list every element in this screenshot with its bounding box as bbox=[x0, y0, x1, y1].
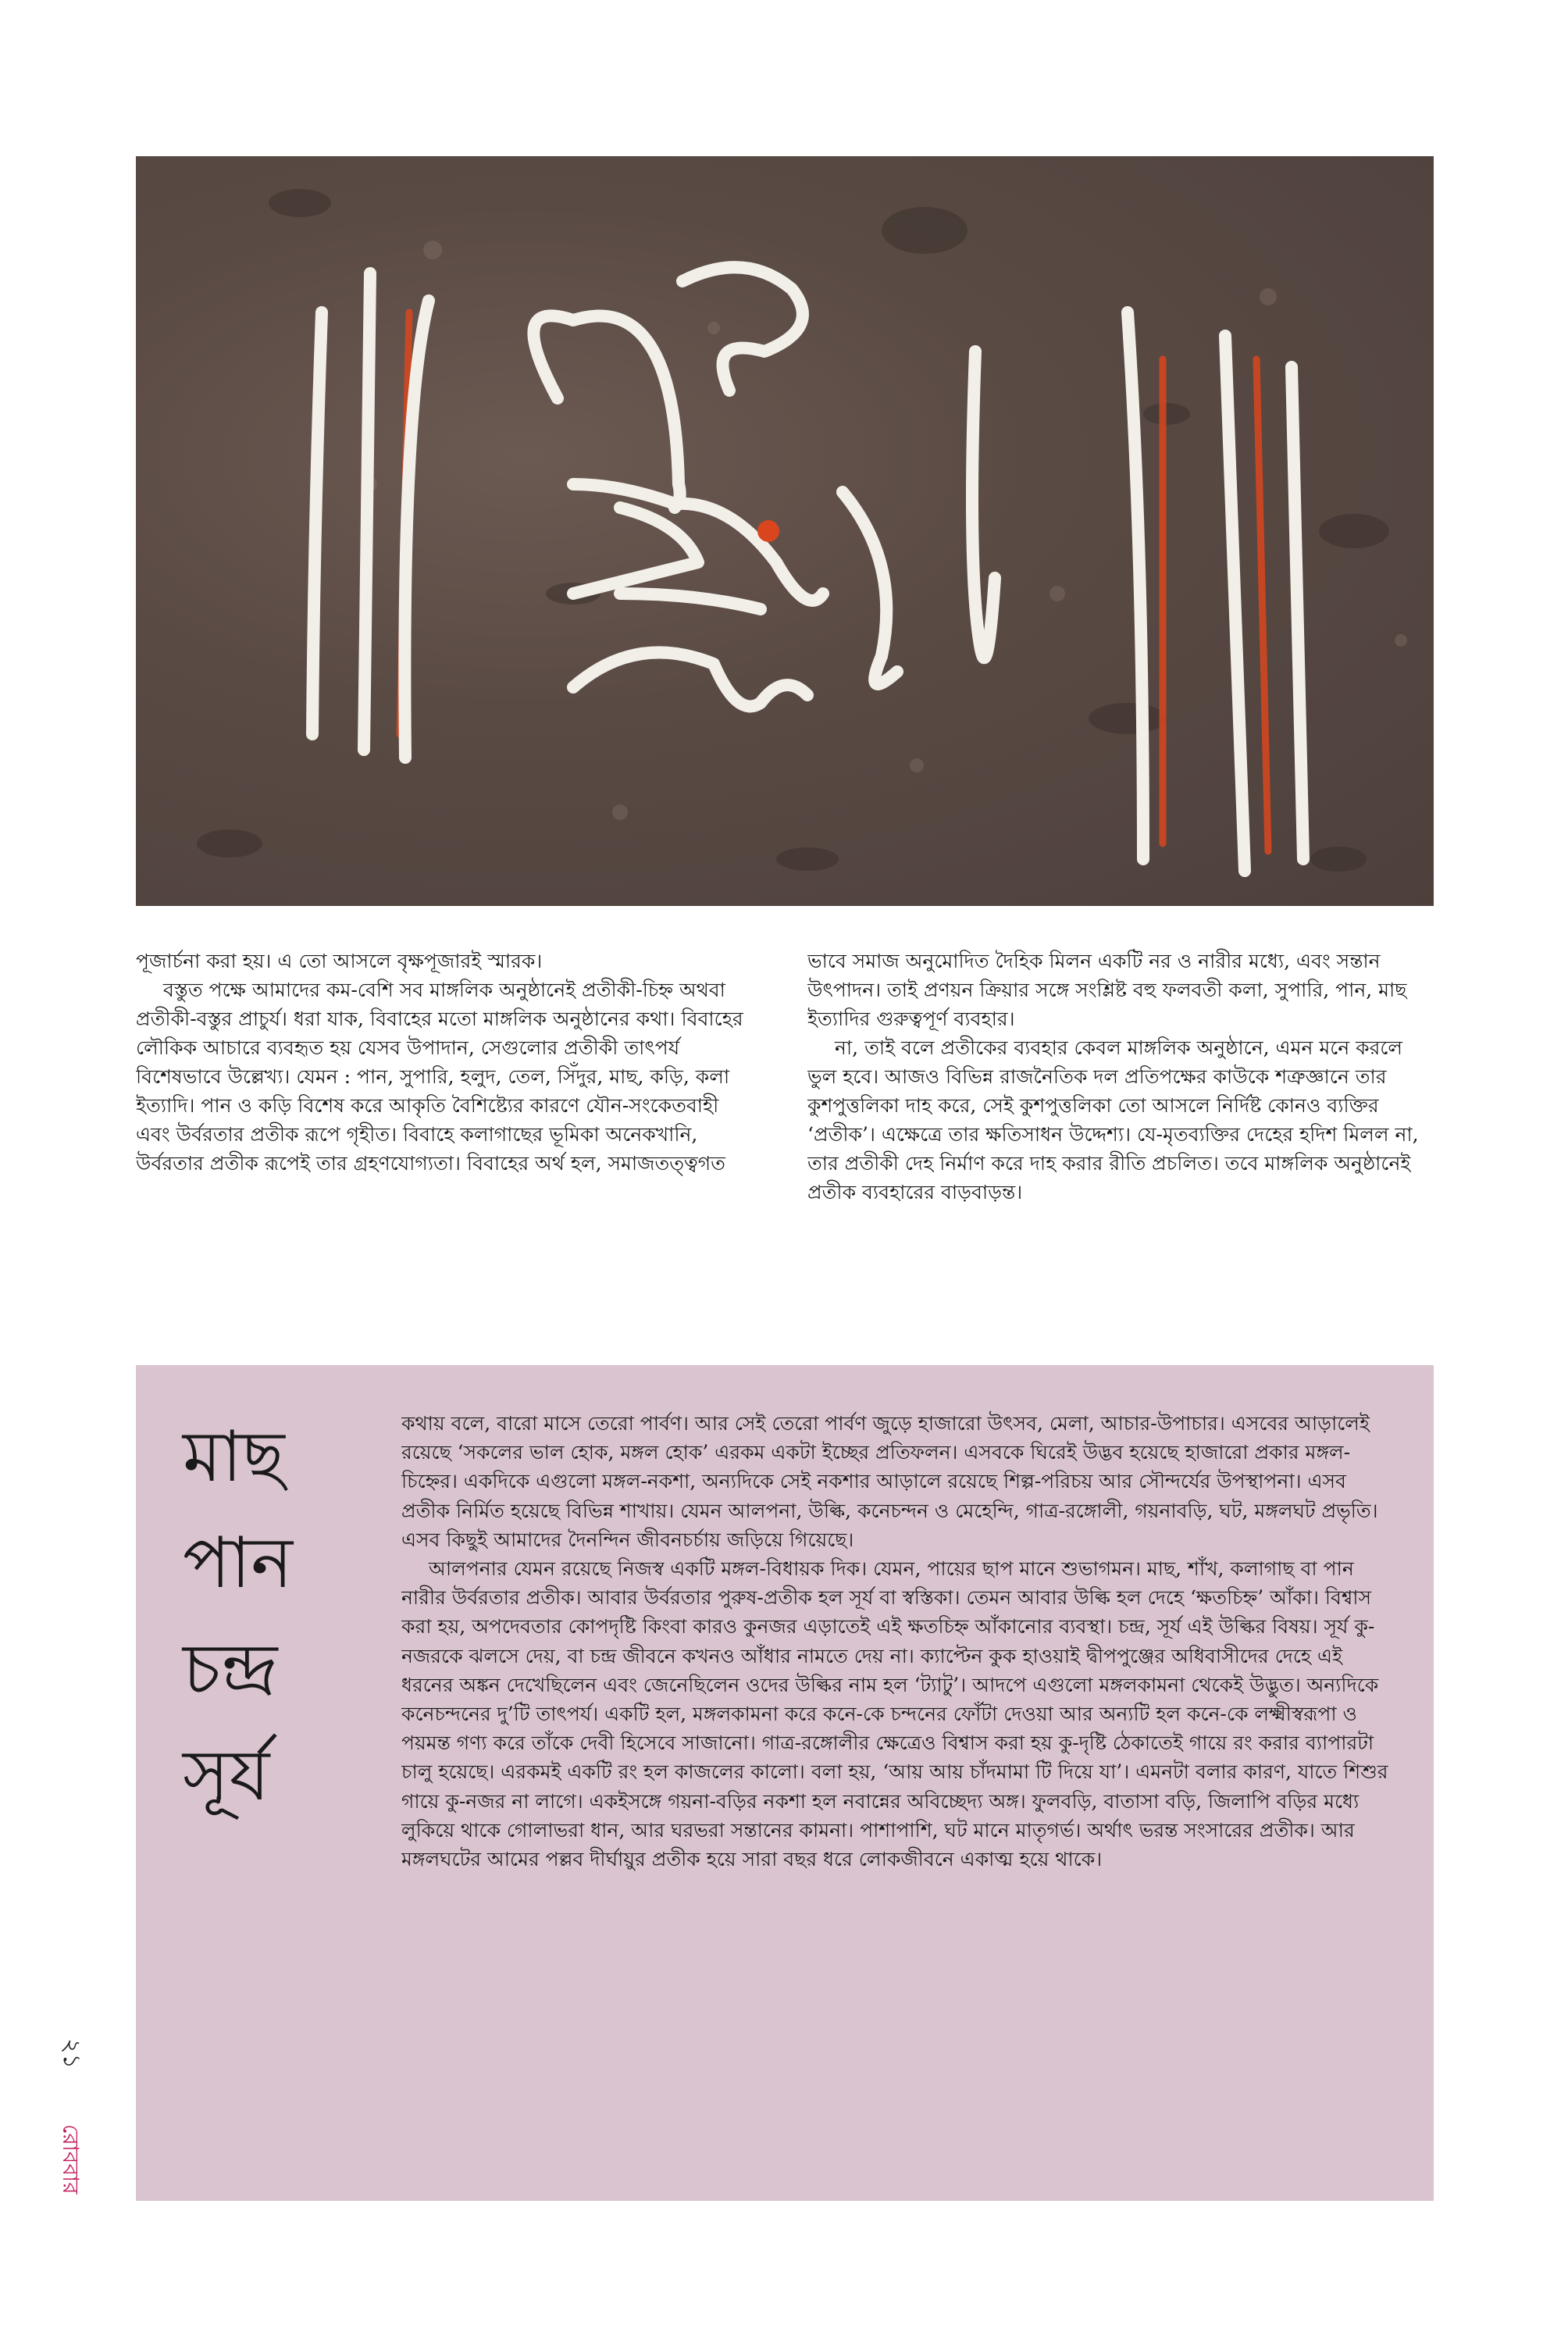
sidebar-title-line: মাছ bbox=[183, 1416, 285, 1498]
article-paragraph: বস্তুত পক্ষে আমাদের কম-বেশি সব মাঙ্গলিক অনুষ্ঠানেই প্রতীকী-চিহ্ন অথবা প্রতীকী-বস্তুর প্রাচুর্য। ধরা যাক, বিবাহের মতো মাঙ্গলিক অনুষ্ঠানের কথা। বিবাহের লৌকিক আচারে ব্যবহৃত হয় যেসব উপাদান, সেগুলোর প্রতীকী তাৎপর্য বিশেষভাবে উল্লেখ্য। যেমন : পান, সুপারি, হলুদ, তেল, সিঁদুর, মাছ, কড়ি, কলা ইত্যাদি। পান ও কড়ি বিশেষ করে আকৃতি বৈশিষ্ট্যের কারণে যৌন-সংকেতবাহী এবং উর্বরতার প্রতীক রূপে গৃহীত। বিবাহে কলাগাছের ভূমিকা অনেকখানি, উর্বরতার প্রতীক রূপেই তার গ্রহণযোগ্যতা। বিবাহের অর্থ হল, সমাজতত্ত্বগত bbox=[136, 979, 743, 1175]
sidebar-paragraph: আলপনার যেমন রয়েছে নিজস্ব একটি মঙ্গল-বিধায়ক দিক। যেমন, পায়ের ছাপ মানে শুভাগমন। মাছ, শাঁখ, কলাগাছ বা পান নারীর উর্বরতার প্রতীক। আবার উর্বরতার পুরুষ-প্রতীক হল সূর্য বা স্বস্তিকা। তেমন আবার উল্কি হল দেহে ‘ক্ষতচিহ্ন’ আঁকা। বিশ্বাস করা হয়, অপদেবতার কোপদৃষ্টি কিংবা কারও কুনজর এড়াতেই এই ক্ষতচিহ্ন আঁকানোর ব্যবস্থা। চন্দ্র, সূর্য এই উল্কির বিষয়। সূর্য কু-নজরকে ঝলসে দেয়, বা চন্দ্র জীবনে কখনও আঁধার নামতে দেয় না। ক্যাপ্টেন কুক হাওয়াই দ্বীপপুঞ্জের অধিবাসীদের দেহে এই ধরনের অঙ্কন দেখেছিলেন এবং জেনেছিলেন ওদের উল্কির নাম হল ‘ট্যাটু’। আদপে এগুলো মঙ্গলকামনা থেকেই উদ্ভুত। অন্যদিকে কনেচন্দনের দু’টি তাৎপর্য। একটি হল, মঙ্গলকামনা করে কনে-কে চন্দনের ফোঁটা দেওয়া আর অন্যটি হল কনে-কে লক্ষ্মীস্বরূপা ও পয়মন্ত গণ্য করে তাঁকে দেবী হিসেবে সাজানো। গাত্র-রঙ্গোলীর ক্ষেত্রেও বিশ্বাস করা হয় কু-দৃষ্টি ঠেকাতেই গায়ে রং করার ব্যাপারটা চালু হয়েছে। এরকমই একটি রং হল কাজলের কালো। বলা হয়, ‘আয় আয় চাঁদমামা টি দিয়ে যা’। এমনটা বলার কারণ, যাতে শিশুর গায়ে কু-নজর না লাগে। একইসঙ্গে গয়না-বড়ির নকশা হল নবান্নের অবিচ্ছেদ্য অঙ্গ। ফুলবড়ি, বাতাসা বড়ি, জিলাপি বড়ির মধ্যে লুকিয়ে থাকে গোলাভরা ধান, আর ঘরভরা সন্তানের কামনা। পাশাপাশি, ঘট মানে মাতৃগর্ভ। অর্থাৎ ভরন্ত সংসারের প্রতীক। আর মঙ্গলঘটের আমের পল্লব দীর্ঘায়ুর প্রতীক হয়ে সারা বছর ধরে লোকজীবনে একাত্ম হয়ে থাকে। bbox=[401, 1557, 1388, 1871]
article-photo bbox=[136, 156, 1434, 906]
magazine-name: রোববার bbox=[58, 2124, 84, 2195]
page-folio bbox=[23, 2038, 86, 2273]
sidebar-title-line: পান bbox=[183, 1522, 293, 1604]
sidebar-title-line: চন্দ্র bbox=[183, 1628, 278, 1710]
article-paragraph: না, তাই বলে প্রতীকের ব্যবহার কেবল মাঙ্গলিক অনুষ্ঠানে, এমন মনে করলে ভুল হবে। আজও বিভিন্ন রাজনৈতিক দল প্রতিপক্ষের কাউকে শত্রুজ্ঞানে তার কুশপুত্তলিকা দাহ করে, সেই কুশপুত্তলিকা তো আসলে নির্দিষ্ট কোনও ব্যক্তির ‘প্রতীক’। এক্ষেত্রে তার ক্ষতিসাধন উদ্দেশ্য। যে-মৃতব্যক্তির দেহের হদিশ মিলল না, তার প্রতীকী দেহ নির্মাণ করে দাহ করার রীতি প্রচলিত। তবে মাঙ্গলিক অনুষ্ঠানেই প্রতীক ব্যবহারের বাড়বাড়ন্ত। bbox=[807, 1036, 1419, 1204]
page-number: ২১ bbox=[58, 2038, 85, 2069]
article-left-column bbox=[136, 947, 753, 1314]
article-columns bbox=[136, 947, 1434, 1314]
sidebar-title bbox=[183, 1404, 339, 1829]
chalk-drawing bbox=[136, 156, 1434, 906]
sidebar-paragraph: কথায় বলে, বারো মাসে তেরো পার্বণ। আর সেই তেরো পার্বণ জুড়ে হাজারো উৎসব, মেলা, আচার-উপাচার। এসবের আড়ালেই রয়েছে ‘সকলের ভাল হোক, মঙ্গল হোক’ এরকম একটা ইচ্ছের প্রতিফলন। এসবকে ঘিরেই উদ্ভব হয়েছে হাজারো প্রকার মঙ্গল-চিহ্নের। একদিকে এগুলো মঙ্গল-নকশা, অন্যদিকে সেই নকশার আড়ালে রয়েছে শিল্প-পরিচয় আর সৌন্দর্যের উপস্থাপনা। এসব প্রতীক নির্মিত হয়েছে বিভিন্ন শাখায়। যেমন আলপনা, উল্কি, কনেচন্দন ও মেহেন্দি, গাত্র-রঙ্গোলী, গয়নাবড়ি, ঘট, মঙ্গলঘট প্রভৃতি। এসব কিছুই আমাদের দৈনন্দিন জীবনচর্চায় জড়িয়ে গিয়েছে। bbox=[401, 1412, 1378, 1551]
article-paragraph: ভাবে সমাজ অনুমোদিত দৈহিক মিলন একটি নর ও নারীর মধ্যে, এবং সন্তান উৎপাদন। তাই প্রণয়ন ক্রিয়ার সঙ্গে সংশ্লিষ্ট বহু ফলবতী কলা, সুপারি, পান, মাছ ইত্যাদির গুরুত্বপূর্ণ ব্যবহার। bbox=[807, 950, 1407, 1030]
sidebar-title-line: সূর্য bbox=[183, 1735, 270, 1817]
article-right-column bbox=[807, 947, 1424, 1314]
sidebar-box bbox=[136, 1365, 1434, 2201]
article-paragraph: পূজার্চনা করা হয়। এ তো আসলে বৃক্ষপূজারই স্মারক। bbox=[136, 950, 543, 972]
sidebar-body bbox=[401, 1409, 1393, 2182]
